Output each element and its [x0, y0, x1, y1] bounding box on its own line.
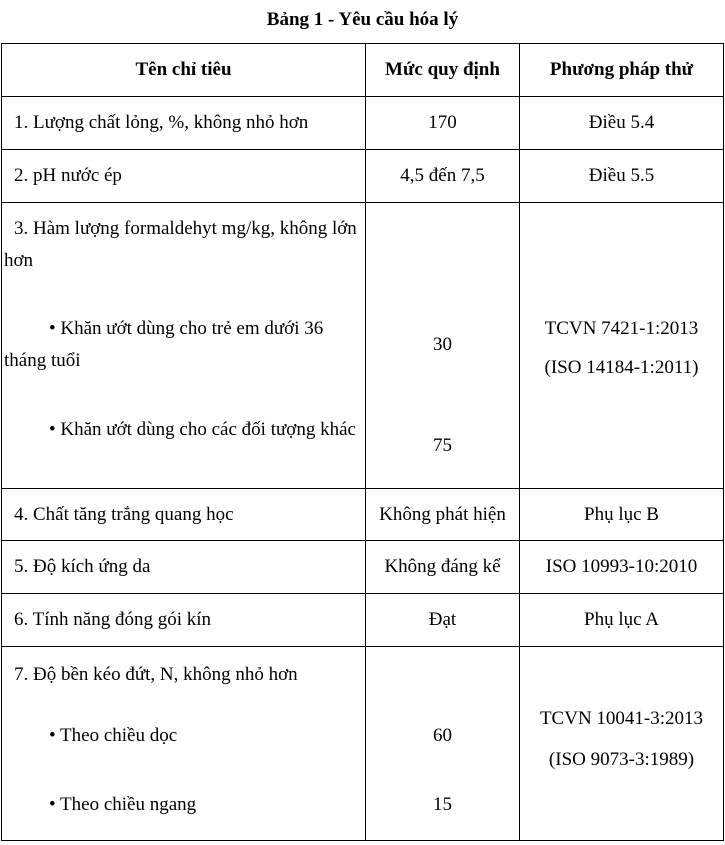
row-name: 5. Độ kích ứng da: [2, 541, 366, 594]
row-method: [520, 203, 724, 489]
sub-item-label: • Khăn ướt dùng cho trẻ em dưới 36 tháng tuổi: [4, 318, 324, 371]
row-main-label: 3. Hàm lượng formaldehyt mg/kg, không lớn hơn: [4, 218, 357, 271]
table-row: [2, 647, 724, 841]
row-level: 170: [366, 97, 520, 150]
row-level: Đạt: [366, 594, 520, 647]
table-caption: Bảng 1 - Yêu cầu hóa lý: [266, 9, 459, 30]
row-name: [2, 203, 366, 489]
table-row: [2, 203, 724, 489]
row-name: 4. Chất tăng trắng quang học: [2, 489, 366, 541]
row-name: [2, 647, 366, 841]
row-level: Không phát hiện: [366, 489, 520, 541]
method-line: TCVN 7421-1:2013: [544, 318, 699, 339]
header-name: Tên chỉ tiêu: [2, 44, 366, 97]
row-method: Phụ lục A: [520, 594, 724, 647]
method-line: TCVN 10041-3:2013: [539, 708, 704, 729]
table-row: [2, 97, 724, 150]
row-name: 6. Tính năng đóng gói kín: [2, 594, 366, 647]
table-header-row: [2, 44, 724, 97]
sub-item-level: 60: [433, 725, 452, 746]
table-row: [2, 594, 724, 647]
method-line: (ISO 14184-1:2011): [544, 357, 699, 378]
row-level: [366, 203, 520, 489]
sub-item-label: • Theo chiều dọc: [49, 725, 178, 746]
requirements-table: [1, 43, 724, 841]
sub-item-level: 75: [433, 435, 452, 456]
table-row: [2, 150, 724, 203]
row-main-label: 7. Độ bền kéo đứt, N, không nhỏ hơn: [14, 664, 298, 685]
sub-item-label: • Khăn ướt dùng cho các đối tượng khác: [49, 419, 356, 440]
row-level: [366, 647, 520, 841]
sub-item-level: 15: [433, 794, 452, 815]
row-level: 4,5 đến 7,5: [366, 150, 520, 203]
row-method: ISO 10993-10:2010: [520, 541, 724, 594]
row-method: [520, 647, 724, 841]
table-row: [2, 541, 724, 594]
header-level: Mức quy định: [366, 44, 520, 97]
row-name: 1. Lượng chất lỏng, %, không nhỏ hơn: [2, 97, 366, 150]
sub-item-label: • Theo chiều ngang: [49, 794, 197, 815]
row-name: 2. pH nước ép: [2, 150, 366, 203]
row-method: Điều 5.5: [520, 150, 724, 203]
sub-item-level: 30: [433, 334, 452, 355]
method-line: (ISO 9073-3:1989): [548, 749, 695, 770]
row-method: Phụ lục B: [520, 489, 724, 541]
table-row: [2, 489, 724, 541]
row-method: Điều 5.4: [520, 97, 724, 150]
header-method: Phương pháp thử: [520, 44, 724, 97]
row-level: Không đáng kể: [366, 541, 520, 594]
